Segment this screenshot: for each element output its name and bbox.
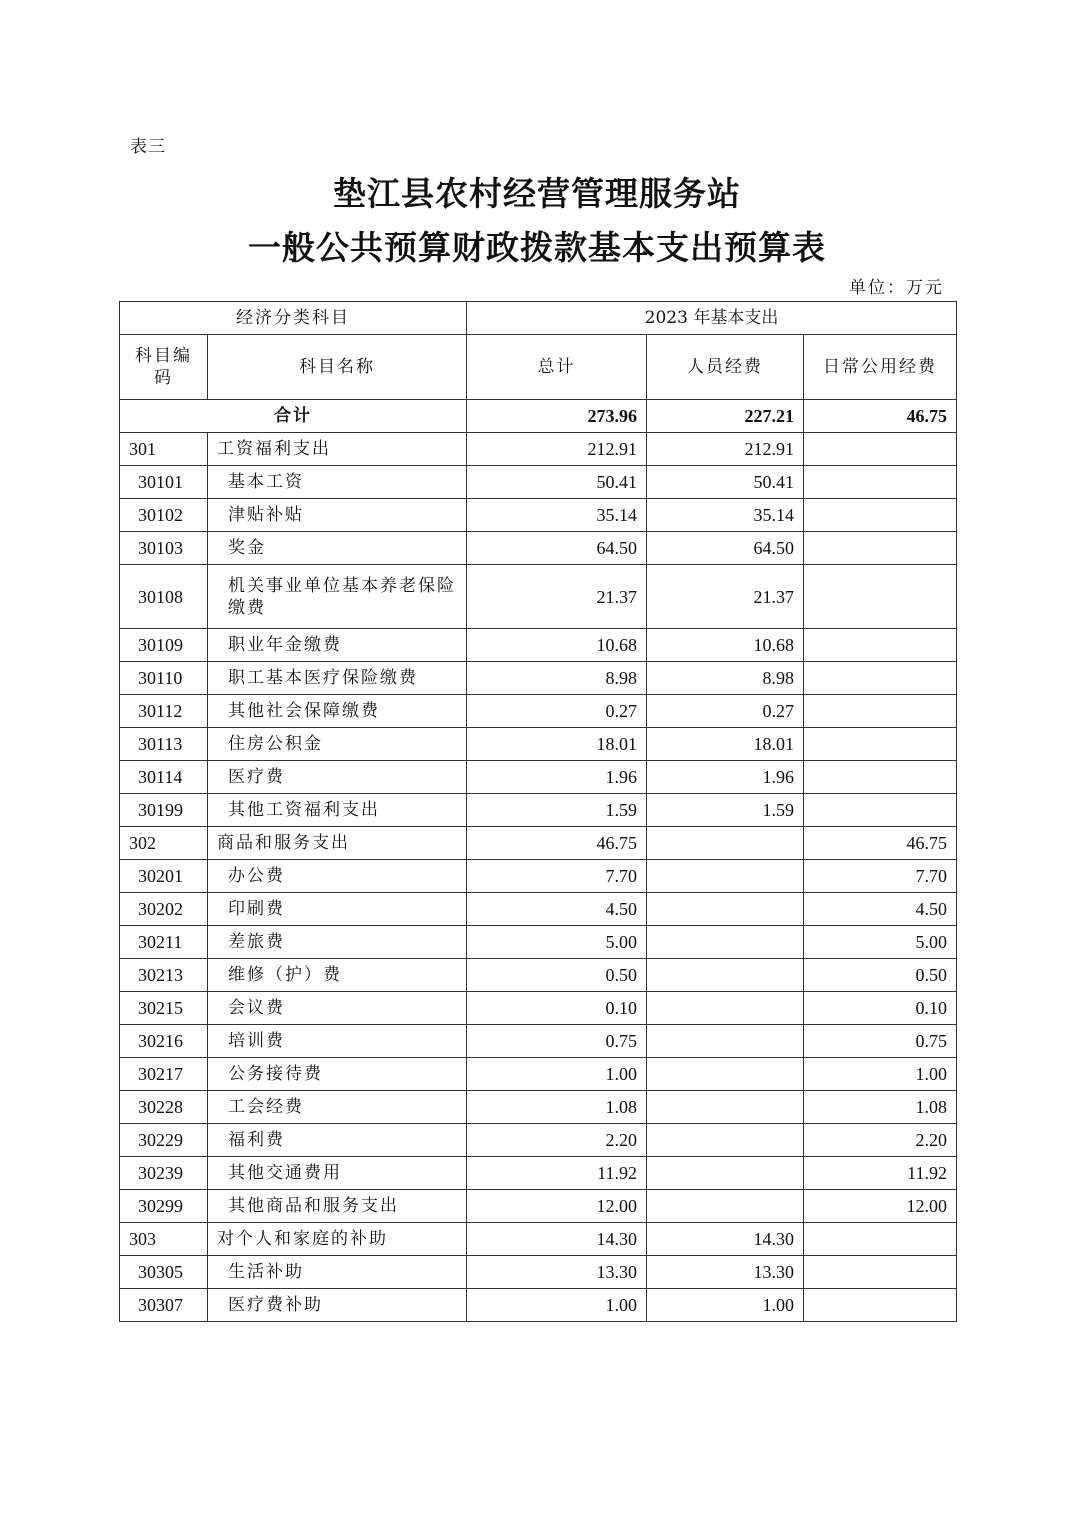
row-code: 30101: [120, 466, 208, 499]
row-name: 机关事业单位基本养老保险缴费: [208, 565, 467, 629]
row-personnel: [647, 893, 804, 926]
row-personnel: 21.37: [647, 565, 804, 629]
row-public: 11.92: [804, 1157, 957, 1190]
row-code: 30201: [120, 860, 208, 893]
row-total: 11.92: [467, 1157, 647, 1190]
row-name: 会议费: [208, 992, 467, 1025]
row-public: 46.75: [804, 827, 957, 860]
row-public: 4.50: [804, 893, 957, 926]
table-row: [120, 761, 957, 794]
row-personnel: 50.41: [647, 466, 804, 499]
table-row: [120, 1190, 957, 1223]
row-name: 住房公积金: [208, 728, 467, 761]
row-personnel: 35.14: [647, 499, 804, 532]
row-personnel: 212.91: [647, 433, 804, 466]
unit-label: 单位：万元: [849, 278, 944, 298]
table-row: [120, 662, 957, 695]
row-public: [804, 433, 957, 466]
table-row: [120, 433, 957, 466]
row-code: 30108: [120, 565, 208, 629]
row-personnel: [647, 992, 804, 1025]
header-public: 日常公用经费: [804, 335, 957, 400]
table-row: [120, 499, 957, 532]
row-total: 0.50: [467, 959, 647, 992]
row-personnel: [647, 1124, 804, 1157]
row-public: 0.50: [804, 959, 957, 992]
row-code: 30109: [120, 629, 208, 662]
row-personnel: 0.27: [647, 695, 804, 728]
row-personnel: 1.00: [647, 1289, 804, 1322]
table-row: [120, 532, 957, 565]
row-name: 印刷费: [208, 893, 467, 926]
row-public: [804, 565, 957, 629]
row-public: [804, 695, 957, 728]
row-total: 4.50: [467, 893, 647, 926]
row-name: 工资福利支出: [208, 433, 467, 466]
row-code: 30202: [120, 893, 208, 926]
row-code: 30112: [120, 695, 208, 728]
row-personnel: 18.01: [647, 728, 804, 761]
table-label: 表三: [130, 137, 166, 157]
header-personnel: 人员经费: [647, 335, 804, 400]
row-public: 2.20: [804, 1124, 957, 1157]
row-personnel: 1.96: [647, 761, 804, 794]
table-row: [120, 893, 957, 926]
row-name: 差旅费: [208, 926, 467, 959]
row-name: 其他工资福利支出: [208, 794, 467, 827]
row-public: 12.00: [804, 1190, 957, 1223]
row-total: 0.27: [467, 695, 647, 728]
row-total: 1.59: [467, 794, 647, 827]
row-public: [804, 794, 957, 827]
row-name: 其他社会保障缴费: [208, 695, 467, 728]
table-row: [120, 1157, 957, 1190]
table-row: [120, 1091, 957, 1124]
row-code: 30199: [120, 794, 208, 827]
row-total: 64.50: [467, 532, 647, 565]
row-public: [804, 761, 957, 794]
row-public: 0.75: [804, 1025, 957, 1058]
row-name: 福利费: [208, 1124, 467, 1157]
row-total: 10.68: [467, 629, 647, 662]
row-personnel: [647, 827, 804, 860]
header-row-group: [120, 302, 957, 335]
row-personnel: [647, 1091, 804, 1124]
row-name: 基本工资: [208, 466, 467, 499]
row-total: 35.14: [467, 499, 647, 532]
row-code: 301: [120, 433, 208, 466]
row-total: 7.70: [467, 860, 647, 893]
row-total: 5.00: [467, 926, 647, 959]
row-name: 生活补助: [208, 1256, 467, 1289]
row-personnel: [647, 959, 804, 992]
row-name: 津贴补贴: [208, 499, 467, 532]
row-total: 1.08: [467, 1091, 647, 1124]
row-total: 50.41: [467, 466, 647, 499]
row-personnel: 10.68: [647, 629, 804, 662]
row-total: 2.20: [467, 1124, 647, 1157]
row-total: 14.30: [467, 1223, 647, 1256]
row-code: 30114: [120, 761, 208, 794]
row-public: 0.10: [804, 992, 957, 1025]
table-row: [120, 629, 957, 662]
row-name: 其他商品和服务支出: [208, 1190, 467, 1223]
row-public: [804, 662, 957, 695]
row-code: 30113: [120, 728, 208, 761]
table-row: [120, 1223, 957, 1256]
header-code: 科目编码: [120, 335, 208, 400]
row-personnel: 1.59: [647, 794, 804, 827]
row-name: 维修（护）费: [208, 959, 467, 992]
row-personnel: [647, 926, 804, 959]
row-total: 0.75: [467, 1025, 647, 1058]
row-code: 30239: [120, 1157, 208, 1190]
row-personnel: [647, 1190, 804, 1223]
total-personnel: 227.21: [647, 400, 804, 433]
table-row: [120, 794, 957, 827]
row-code: 30215: [120, 992, 208, 1025]
table-row: [120, 565, 957, 629]
table-row: [120, 1124, 957, 1157]
header-total: 总计: [467, 335, 647, 400]
row-code: 30307: [120, 1289, 208, 1322]
row-code: 30299: [120, 1190, 208, 1223]
table-row: [120, 1025, 957, 1058]
row-code: 30216: [120, 1025, 208, 1058]
row-total: 1.00: [467, 1058, 647, 1091]
row-personnel: 14.30: [647, 1223, 804, 1256]
row-total: 13.30: [467, 1256, 647, 1289]
row-public: [804, 532, 957, 565]
row-total: 21.37: [467, 565, 647, 629]
row-name: 工会经费: [208, 1091, 467, 1124]
table-row: [120, 992, 957, 1025]
row-personnel: 13.30: [647, 1256, 804, 1289]
row-code: 30305: [120, 1256, 208, 1289]
total-public: 46.75: [804, 400, 957, 433]
table-row: [120, 1256, 957, 1289]
table-row: [120, 827, 957, 860]
row-public: [804, 629, 957, 662]
total-total: 273.96: [467, 400, 647, 433]
row-name: 对个人和家庭的补助: [208, 1223, 467, 1256]
row-code: 303: [120, 1223, 208, 1256]
row-personnel: [647, 1157, 804, 1190]
row-name: 职业年金缴费: [208, 629, 467, 662]
row-public: [804, 1289, 957, 1322]
row-code: 302: [120, 827, 208, 860]
row-personnel: [647, 1058, 804, 1091]
row-public: [804, 728, 957, 761]
row-personnel: [647, 860, 804, 893]
row-code: 30213: [120, 959, 208, 992]
row-name: 其他交通费用: [208, 1157, 467, 1190]
row-total: 212.91: [467, 433, 647, 466]
table-row: [120, 728, 957, 761]
row-public: [804, 499, 957, 532]
row-public: [804, 1223, 957, 1256]
budget-table: [119, 301, 957, 1322]
row-public: 5.00: [804, 926, 957, 959]
row-personnel: [647, 1025, 804, 1058]
row-name: 医疗费: [208, 761, 467, 794]
header-name: 科目名称: [208, 335, 467, 400]
row-total: 18.01: [467, 728, 647, 761]
table-row: [120, 1058, 957, 1091]
total-label: 合计: [120, 400, 467, 433]
total-row: [120, 400, 957, 433]
row-name: 商品和服务支出: [208, 827, 467, 860]
table-row: [120, 926, 957, 959]
document-title-line1: 垫江县农村经营管理服务站: [333, 174, 741, 213]
row-public: [804, 466, 957, 499]
row-code: 30110: [120, 662, 208, 695]
table-row: [120, 959, 957, 992]
table-row: [120, 1289, 957, 1322]
header-row-columns: [120, 335, 957, 400]
row-code: 30229: [120, 1124, 208, 1157]
row-code: 30211: [120, 926, 208, 959]
row-public: 1.00: [804, 1058, 957, 1091]
header-year-basic: 2023 年基本支出: [467, 302, 957, 335]
row-name: 职工基本医疗保险缴费: [208, 662, 467, 695]
row-public: [804, 1256, 957, 1289]
table-row: [120, 466, 957, 499]
row-name: 办公费: [208, 860, 467, 893]
row-total: 12.00: [467, 1190, 647, 1223]
row-name: 公务接待费: [208, 1058, 467, 1091]
row-code: 30103: [120, 532, 208, 565]
row-personnel: 8.98: [647, 662, 804, 695]
row-total: 1.96: [467, 761, 647, 794]
row-personnel: 64.50: [647, 532, 804, 565]
row-total: 8.98: [467, 662, 647, 695]
row-code: 30217: [120, 1058, 208, 1091]
row-total: 1.00: [467, 1289, 647, 1322]
row-name: 医疗费补助: [208, 1289, 467, 1322]
table-row: [120, 860, 957, 893]
row-name: 奖金: [208, 532, 467, 565]
row-code: 30102: [120, 499, 208, 532]
row-public: 1.08: [804, 1091, 957, 1124]
row-code: 30228: [120, 1091, 208, 1124]
document-title-line2: 一般公共预算财政拨款基本支出预算表: [248, 228, 826, 267]
header-econ-class: 经济分类科目: [120, 302, 467, 335]
row-total: 46.75: [467, 827, 647, 860]
row-total: 0.10: [467, 992, 647, 1025]
row-name: 培训费: [208, 1025, 467, 1058]
table-row: [120, 695, 957, 728]
row-public: 7.70: [804, 860, 957, 893]
